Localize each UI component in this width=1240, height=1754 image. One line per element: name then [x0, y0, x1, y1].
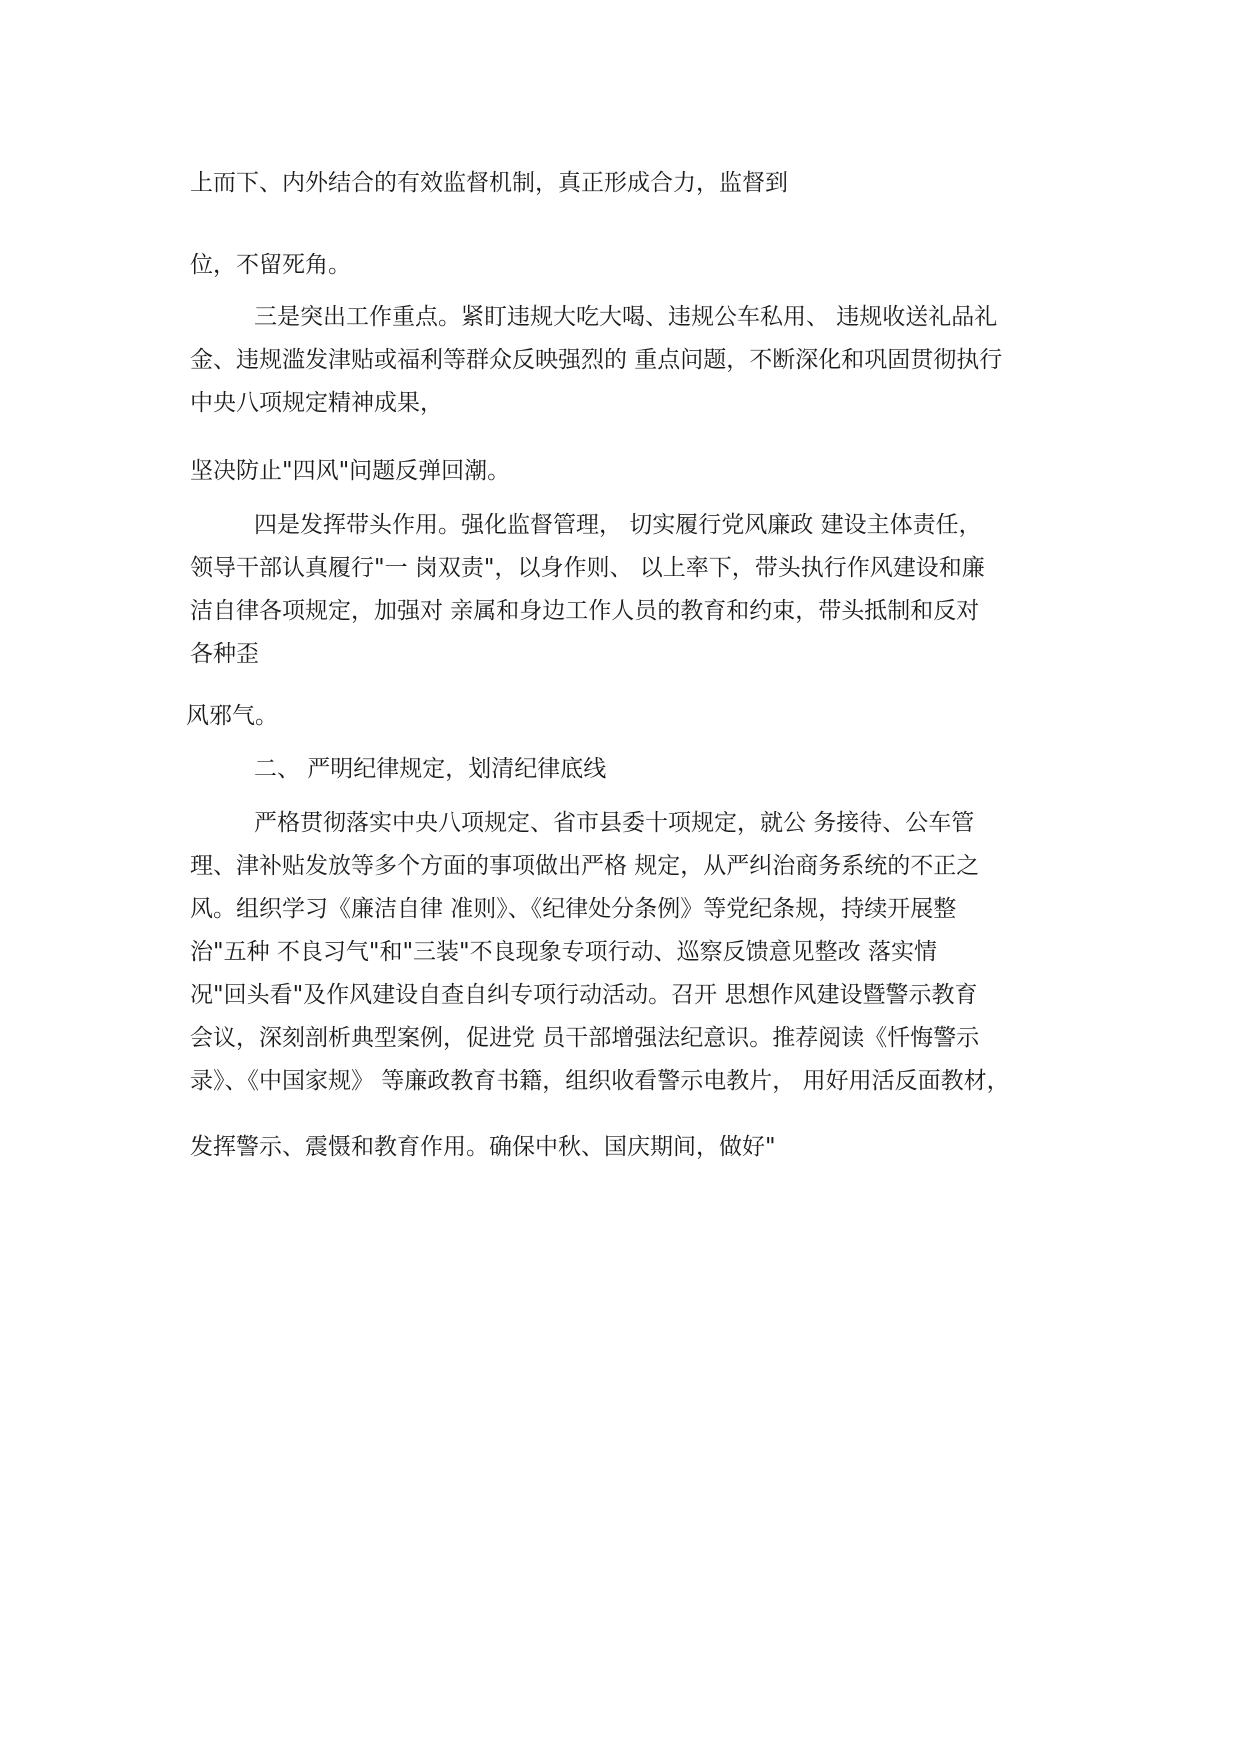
paragraph-5-start: 严格贯彻落实中央八项规定、省市县委十项规定，就公 务接待、公车管: [254, 810, 975, 836]
text-line-14: 理、津补贴发放等多个方面的事项做出严格 规定，从严纠治商务系统的不正之: [190, 853, 980, 879]
text-line-11: 风邪气。: [186, 703, 278, 729]
text-line-16: 治"五种 不良习气"和"三装"不良现象专项行动、巡察反馈意见整改 落实情: [190, 939, 937, 965]
paragraph-3-start: 三是突出工作重点。紧盯违规大吃大喝、违规公车私用、 违规收送礼品礼: [254, 304, 998, 330]
text-line-10: 各种歪: [190, 641, 259, 667]
text-line-4: 金、违规滥发津贴或福利等群众反映强烈的 重点问题，不断深化和巩固贯彻执行: [190, 347, 1003, 373]
text-line-2: 位，不留死角。: [190, 252, 351, 278]
text-line-6: 坚决防止"四风"问题反弹回潮。: [190, 458, 511, 484]
text-line-17: 况"回头看"及作风建设自查自纠专项行动活动。召开 思想作风建设暨警示教育: [190, 982, 978, 1008]
text-line-9: 洁自律各项规定，加强对 亲属和身边工作人员的教育和约束，带头抵制和反对: [190, 598, 980, 624]
text-line-20: 发挥警示、震慑和教育作用。确保中秋、国庆期间，做好": [190, 1134, 776, 1160]
text-line-1: 上而下、内外结合的有效监督机制，真正形成合力，监督到: [190, 170, 788, 196]
text-line-8: 领导干部认真履行"一 岗双责"，以身作则、 以上率下，带头执行作风建设和廉: [190, 555, 985, 581]
text-line-18: 会议，深刻剖析典型案例，促进党 员干部增强法纪意识。推荐阅读《忏悔警示: [190, 1025, 980, 1051]
section-heading-2: 二、 严明纪律规定，划清纪律底线: [254, 756, 607, 782]
text-line-19: 录》、《中国家规》 等廉政教育书籍，组织收看警示电教片， 用好用活反面教材，: [190, 1068, 1010, 1094]
text-line-5: 中央八项规定精神成果，: [190, 390, 443, 416]
paragraph-4-start: 四是发挥带头作用。强化监督管理， 切实履行党风廉政 建设主体责任，: [254, 512, 982, 538]
text-line-15: 风。组织学习《廉洁自律 准则》、《纪律处分条例》等党纪条规，持续开展整: [190, 896, 957, 922]
